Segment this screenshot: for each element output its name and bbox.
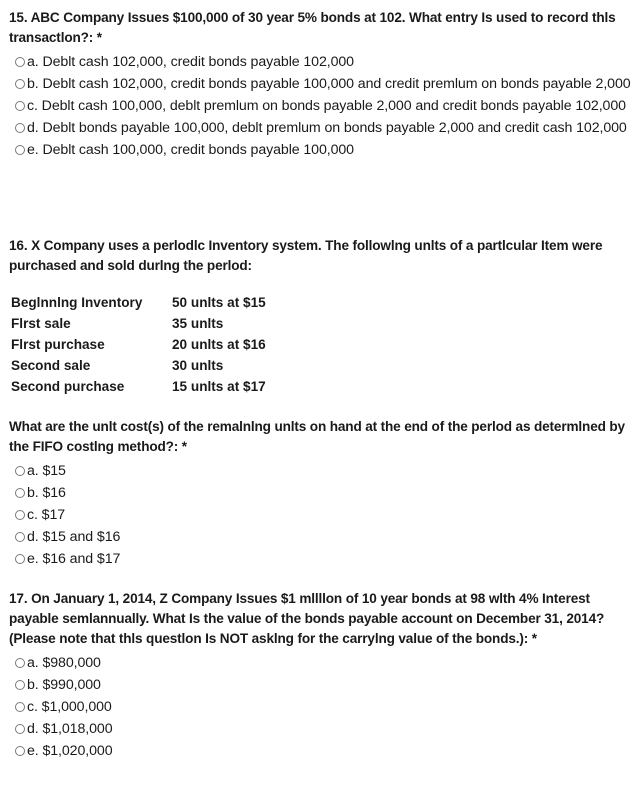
option-label: c. $17 — [27, 507, 66, 523]
radio-button-icon[interactable] — [15, 554, 25, 564]
inventory-event: Second purchase — [11, 379, 125, 394]
question-15-option-b[interactable] — [9, 74, 632, 94]
question-15-option-c[interactable] — [9, 96, 632, 116]
radio-button-icon[interactable] — [15, 510, 25, 520]
question-17-option-e[interactable] — [9, 741, 632, 761]
inventory-detail: 15 unlts at $17 — [172, 379, 266, 394]
radio-button-icon[interactable] — [15, 79, 25, 89]
question-16-option-d[interactable] — [9, 527, 632, 547]
question-17-option-a[interactable] — [9, 653, 632, 673]
table-row — [9, 292, 268, 313]
radio-button-icon[interactable] — [15, 123, 25, 133]
question-16 — [9, 236, 632, 569]
question-15-prompt: 15. ABC Company Issues $100,000 of 30 year 5% bonds at 102. What entry Is used to record thls transactlon?: * — [9, 10, 616, 45]
question-16-prompt: 16. X Company uses a perlodlc Inventory system. The followlng unlts of a partlcular Item were purchased and sold durlng the perlod: — [9, 238, 603, 273]
question-16-option-c[interactable] — [9, 505, 632, 525]
inventory-event: Flrst purchase — [11, 337, 105, 352]
radio-button-icon[interactable] — [15, 658, 25, 668]
inventory-detail: 35 unlts — [172, 316, 224, 331]
question-17-option-c[interactable] — [9, 697, 632, 717]
option-label: a. Deblt cash 102,000, credit bonds payable 102,000 — [27, 54, 354, 70]
option-label: b. $16 — [27, 485, 66, 501]
radio-button-icon[interactable] — [15, 702, 25, 712]
option-label: b. $990,000 — [27, 677, 101, 693]
question-17-prompt: 17. On January 1, 2014, Z Company Issues $1 mllllon of 10 year bonds at 98 wlth 4% Interest payable semlannually. What Is the value of the bonds payable account on December 31, 2014? (Please note that thls questlon Is NOT asklng for the carrylng value of the bonds.): * — [9, 591, 605, 646]
option-label: e. $1,020,000 — [27, 743, 113, 759]
table-row — [9, 376, 268, 397]
inventory-event: Second sale — [11, 358, 91, 373]
question-16-option-b[interactable] — [9, 483, 632, 503]
option-label: d. Deblt bonds payable 100,000, deblt premlum on bonds payable 2,000 and credit cash 102,000 — [27, 120, 627, 136]
question-15-option-d[interactable] — [9, 118, 632, 138]
radio-button-icon[interactable] — [15, 101, 25, 111]
option-label: d. $1,018,000 — [27, 721, 113, 737]
radio-button-icon[interactable] — [15, 724, 25, 734]
question-16-options — [9, 461, 632, 569]
radio-button-icon[interactable] — [15, 532, 25, 542]
question-17 — [9, 589, 632, 761]
option-label: e. Deblt cash 100,000, credit bonds payable 100,000 — [27, 142, 354, 158]
question-16-option-e[interactable] — [9, 549, 632, 569]
radio-button-icon[interactable] — [15, 680, 25, 690]
option-label: d. $15 and $16 — [27, 529, 121, 545]
inventory-event: Flrst sale — [11, 316, 71, 331]
radio-button-icon[interactable] — [15, 488, 25, 498]
inventory-table — [9, 292, 268, 397]
question-15 — [9, 8, 632, 160]
inventory-event: Beglnnlng Inventory — [11, 295, 143, 310]
option-label: b. Deblt cash 102,000, credit bonds payable 100,000 and credit premlum on bonds payable 2,000 — [27, 76, 631, 92]
option-label: a. $15 — [27, 463, 66, 479]
radio-button-icon[interactable] — [15, 746, 25, 756]
inventory-detail: 20 unlts at $16 — [172, 337, 266, 352]
question-15-option-a[interactable] — [9, 52, 632, 72]
question-17-options — [9, 653, 632, 761]
question-15-option-e[interactable] — [9, 140, 632, 160]
question-15-options — [9, 52, 632, 160]
radio-button-icon[interactable] — [15, 57, 25, 67]
table-row — [9, 355, 268, 376]
radio-button-icon[interactable] — [15, 145, 25, 155]
inventory-detail: 50 unlts at $15 — [172, 295, 266, 310]
question-16-sub-prompt: What are the unlt cost(s) of the remalnlng unlts on hand at the end of the perlod as determlned by the FIFO costlng method?: * — [9, 419, 625, 454]
table-row — [9, 334, 268, 355]
option-label: c. Deblt cash 100,000, deblt premlum on bonds payable 2,000 and credit bonds payable 102,000 — [27, 98, 626, 114]
table-row — [9, 313, 268, 334]
question-16-option-a[interactable] — [9, 461, 632, 481]
question-17-option-d[interactable] — [9, 719, 632, 739]
inventory-detail: 30 unlts — [172, 358, 224, 373]
question-17-option-b[interactable] — [9, 675, 632, 695]
option-label: c. $1,000,000 — [27, 699, 112, 715]
option-label: a. $980,000 — [27, 655, 101, 671]
radio-button-icon[interactable] — [15, 466, 25, 476]
option-label: e. $16 and $17 — [27, 551, 121, 567]
